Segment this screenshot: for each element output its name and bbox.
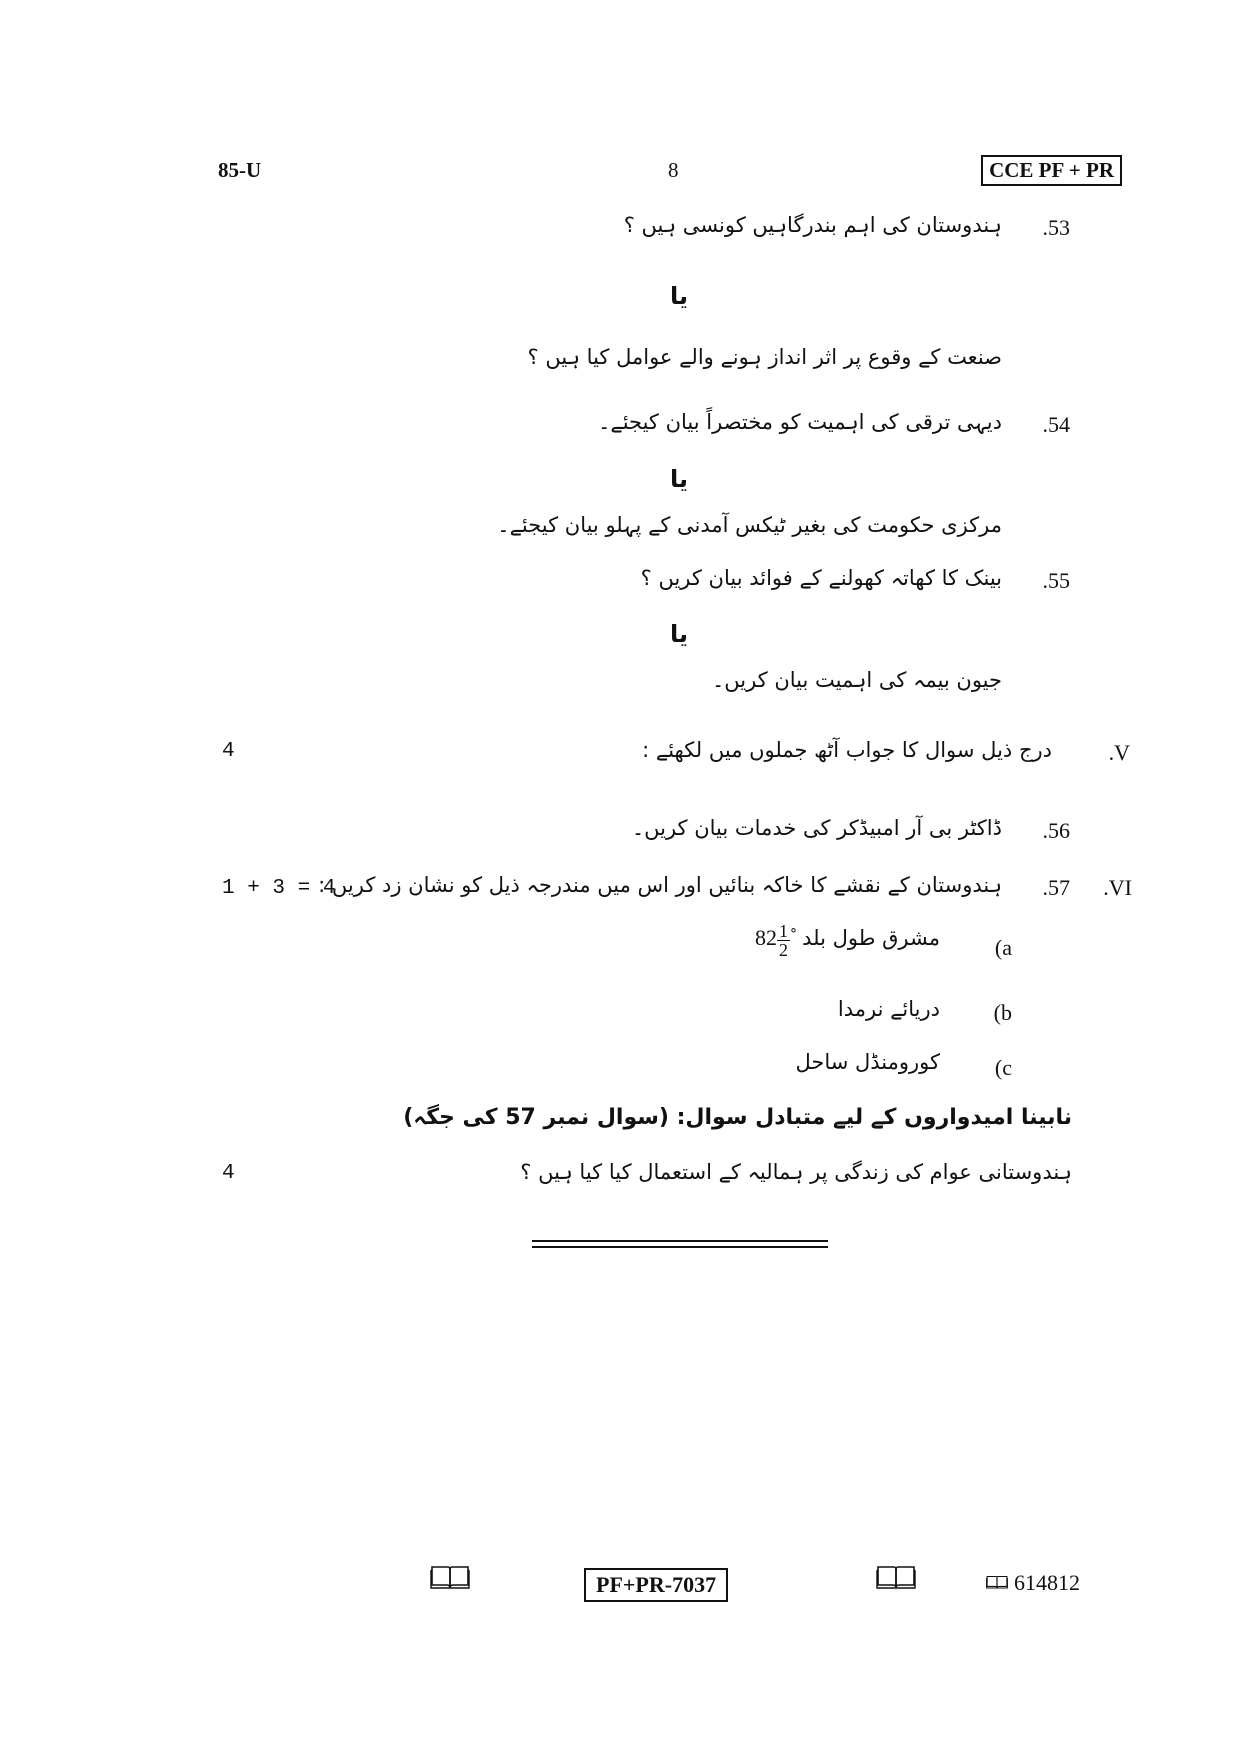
or-separator: یا	[670, 282, 689, 310]
question-57-text: ہندوستان کے نقشے کا خاکہ بنائیں اور اس میں مندرجہ ذیل کو نشان زد کریں :	[318, 873, 1002, 897]
subpart-b-text: دریائے نرمدا	[837, 997, 940, 1021]
subpart-label-c: (c	[994, 1055, 1012, 1080]
end-divider-bottom	[532, 1246, 828, 1248]
question-56-text: ڈاکٹر بی آر امبیڈکر کی خدمات بیان کریں۔	[631, 816, 1002, 840]
question-55-text: بینک کا کھاتہ کھولنے کے فوائد بیان کریں ؟	[640, 566, 1002, 590]
longitude-whole: 82	[755, 925, 778, 950]
question-number-54: .54	[1042, 412, 1070, 437]
question-53-alternative: صنعت کے وقوع پر اثر انداز ہونے والے عوامل کیا ہیں ؟	[527, 345, 1002, 369]
section-vi-marks: 1 + 3 = 4	[222, 877, 336, 900]
or-separator: یا	[670, 620, 689, 648]
section-v-marks: 4	[222, 740, 235, 763]
blind-question-text: ہندوستانی عوام کی زندگی پر ہمالیہ کے استعمال کیا کیا ہیں ؟	[520, 1160, 1072, 1184]
question-54-text: دیہی ترقی کی اہمیت کو مختصراً بیان کیجئے۔	[598, 410, 1002, 434]
question-number-53: .53	[1042, 215, 1070, 240]
book-icon	[876, 1564, 916, 1590]
section-vi-roman: .VI	[1103, 875, 1132, 900]
longitude-value	[755, 922, 797, 959]
fraction-numerator: 1	[779, 921, 789, 941]
document-code: 85-U	[218, 158, 262, 182]
page-number: 8	[668, 158, 679, 182]
book-icon	[986, 1574, 1008, 1590]
longitude-fraction	[777, 922, 790, 959]
subpart-label-a: (a	[994, 935, 1012, 960]
subpart-c-text: کورومنڈل ساحل	[795, 1050, 940, 1074]
paper-code-box: CCE PF + PR	[981, 155, 1122, 186]
subpart-a-content	[755, 922, 940, 959]
book-icon	[430, 1564, 470, 1590]
fraction-denominator: 2	[779, 940, 789, 960]
section-v-roman: .V	[1108, 740, 1130, 765]
subpart-label-b: (b	[993, 1000, 1012, 1025]
end-divider-top	[532, 1240, 828, 1242]
section-v-instruction: درج ذیل سوال کا جواب آٹھ جملوں میں لکھئے :	[642, 738, 1052, 762]
blind-candidates-heading: نابینا امیدواروں کے لیے متبادل سوال: (سوال نمبر 57 کی جگہ)	[403, 1105, 1072, 1130]
blind-question-marks: 4	[222, 1162, 235, 1185]
question-55-alternative: جیون بیمہ کی اہمیت بیان کریں۔	[711, 668, 1002, 692]
degree-symbol: °	[790, 926, 798, 943]
paper-code-footer-box: PF+PR-7037	[584, 1568, 728, 1602]
serial-number: 614812	[1014, 1570, 1080, 1595]
question-number-56: .56	[1042, 818, 1070, 843]
subpart-a-text: مشرق طول بلد	[802, 926, 940, 950]
question-number-57: .57	[1042, 875, 1070, 900]
question-54-alternative: مرکزی حکومت کی بغیر ٹیکس آمدنی کے پہلو بیان کیجئے۔	[497, 513, 1002, 537]
question-number-55: .55	[1042, 568, 1070, 593]
question-53-text: ہندوستان کی اہم بندرگاہیں کونسی ہیں ؟	[623, 213, 1002, 237]
or-separator: یا	[670, 465, 689, 493]
